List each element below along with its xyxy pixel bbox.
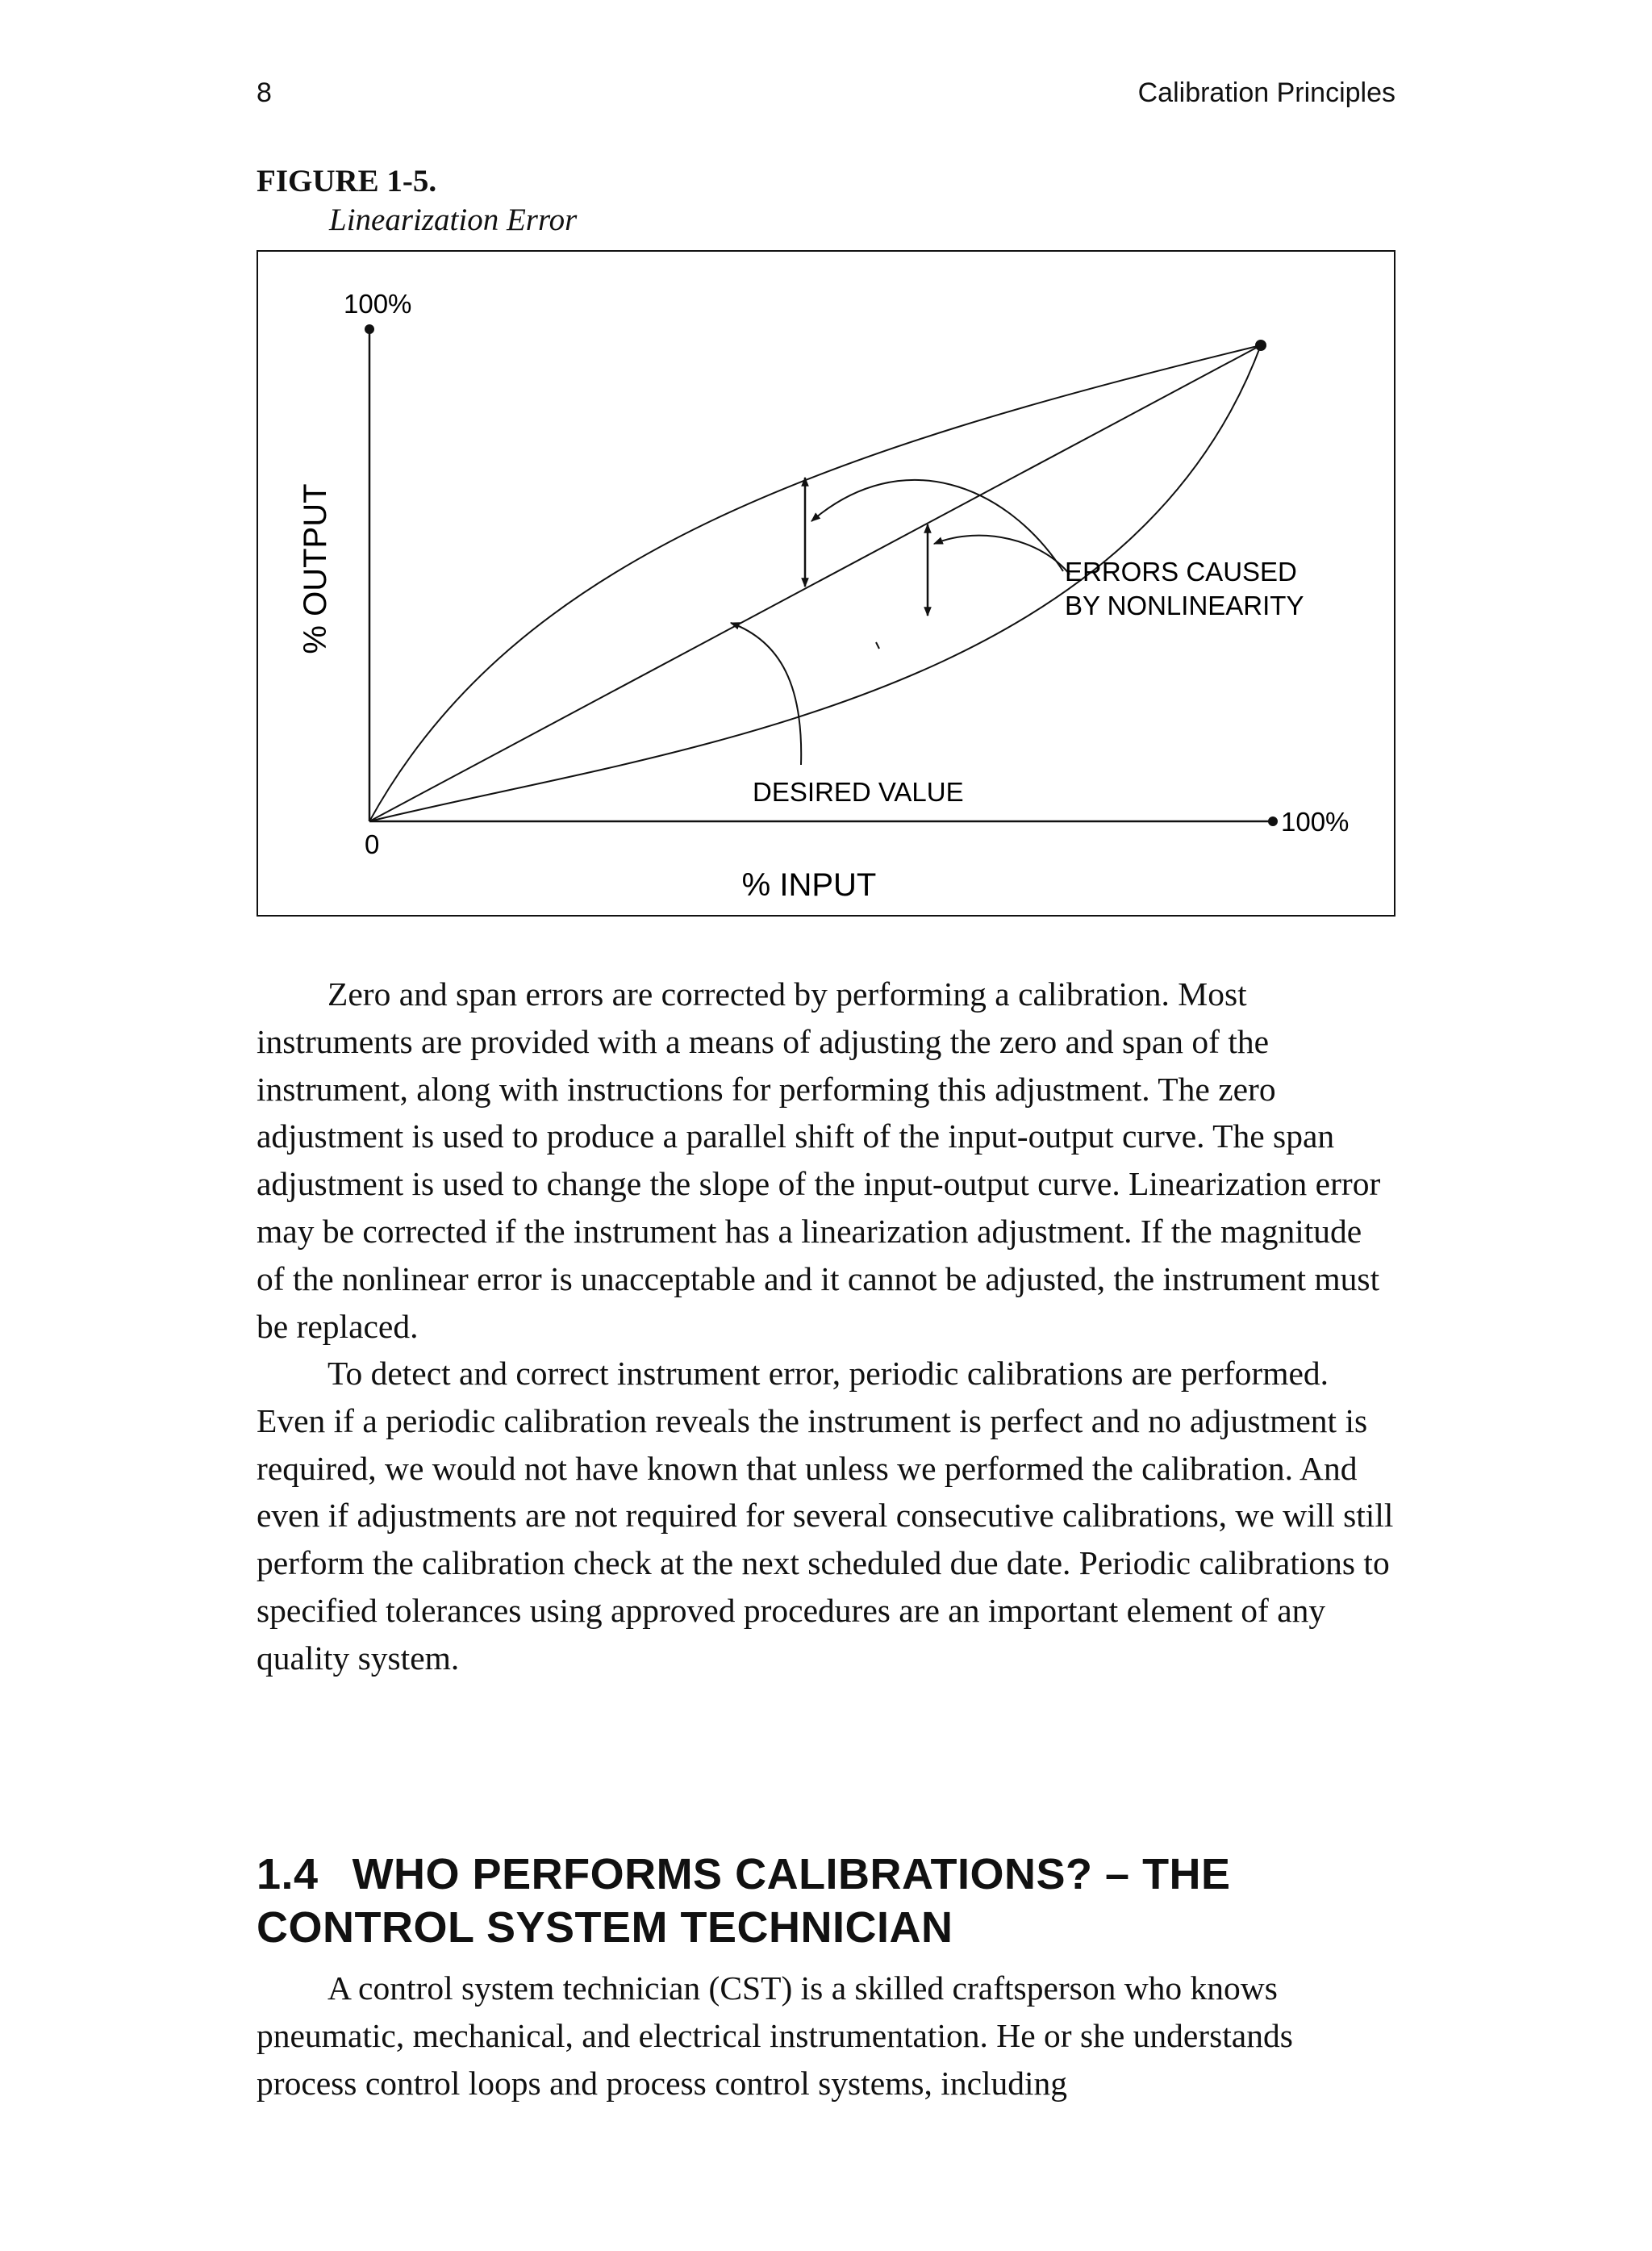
paragraph-text: A control system technician (CST) is a skilled craftsperson who knows pneumatic, mechanical, and electrical instrumentation. He or she understands process control loops and process control systems, including <box>257 1969 1293 2102</box>
errors-arrow-2 <box>934 536 1070 574</box>
desired-value-annotation: DESIRED VALUE <box>753 777 964 807</box>
y-axis-end-dot <box>365 324 374 334</box>
errors-annotation-line1: ERRORS CAUSED <box>1065 557 1297 587</box>
y-axis-label: % OUTPUT <box>298 483 333 654</box>
x-axis-label: % INPUT <box>741 867 877 903</box>
page-number: 8 <box>257 77 272 108</box>
section-title: WHO PERFORMS CALIBRATIONS? – THE CONTROL SYSTEM TECHNICIAN <box>257 1850 1231 1952</box>
body-paragraph-2 <box>257 1350 1395 1682</box>
paragraph-text: To detect and correct instrument error, periodic calibrations are performed. Even if a periodic calibration reveals the instrument is perfect and no adjustment is required, we would not have known that unless we performed the calibration. And even if adjustments are not required for several consecutive calibrations, we will still perform the calibration check at the next scheduled due date. Periodic calibrations to specified tolerances using approved procedures are an important element of any quality system. <box>257 1355 1394 1677</box>
running-head: Calibration Principles <box>1137 77 1395 108</box>
body-paragraph-1 <box>257 971 1395 1350</box>
origin-label: 0 <box>365 829 380 859</box>
figure-number: FIGURE 1-5. <box>257 164 437 198</box>
section-number: 1.4 <box>257 1850 319 1898</box>
small-tick-mark <box>876 642 879 649</box>
x-axis-end-dot <box>1268 816 1278 826</box>
linearization-error-figure <box>257 250 1395 917</box>
paragraph-text: Zero and span errors are corrected by performing a calibration. Most instruments are provided with a means of adjusting the zero and span of the instrument, along with instructions for performing this adjustment. The zero adjustment is used to produce a parallel shift of the input-output curve. The span adjustment is used to change the slope of the input-output curve. Linearization error may be corrected if the instrument has a linearization adjustment. If the magnitude of the nonlinear error is unacceptable and it cannot be adjusted, the instrument must be replaced. <box>257 975 1381 1345</box>
x-max-label: 100% <box>1281 807 1350 837</box>
y-max-label: 100% <box>344 289 412 319</box>
section-heading <box>257 1848 1395 1954</box>
desired-value-arrow <box>731 623 801 765</box>
errors-arrow-1 <box>811 480 1063 571</box>
section-paragraph <box>257 1965 1395 2107</box>
figure-title: Linearization Error <box>329 203 578 237</box>
errors-annotation-line2: BY NONLINEARITY <box>1065 591 1304 620</box>
